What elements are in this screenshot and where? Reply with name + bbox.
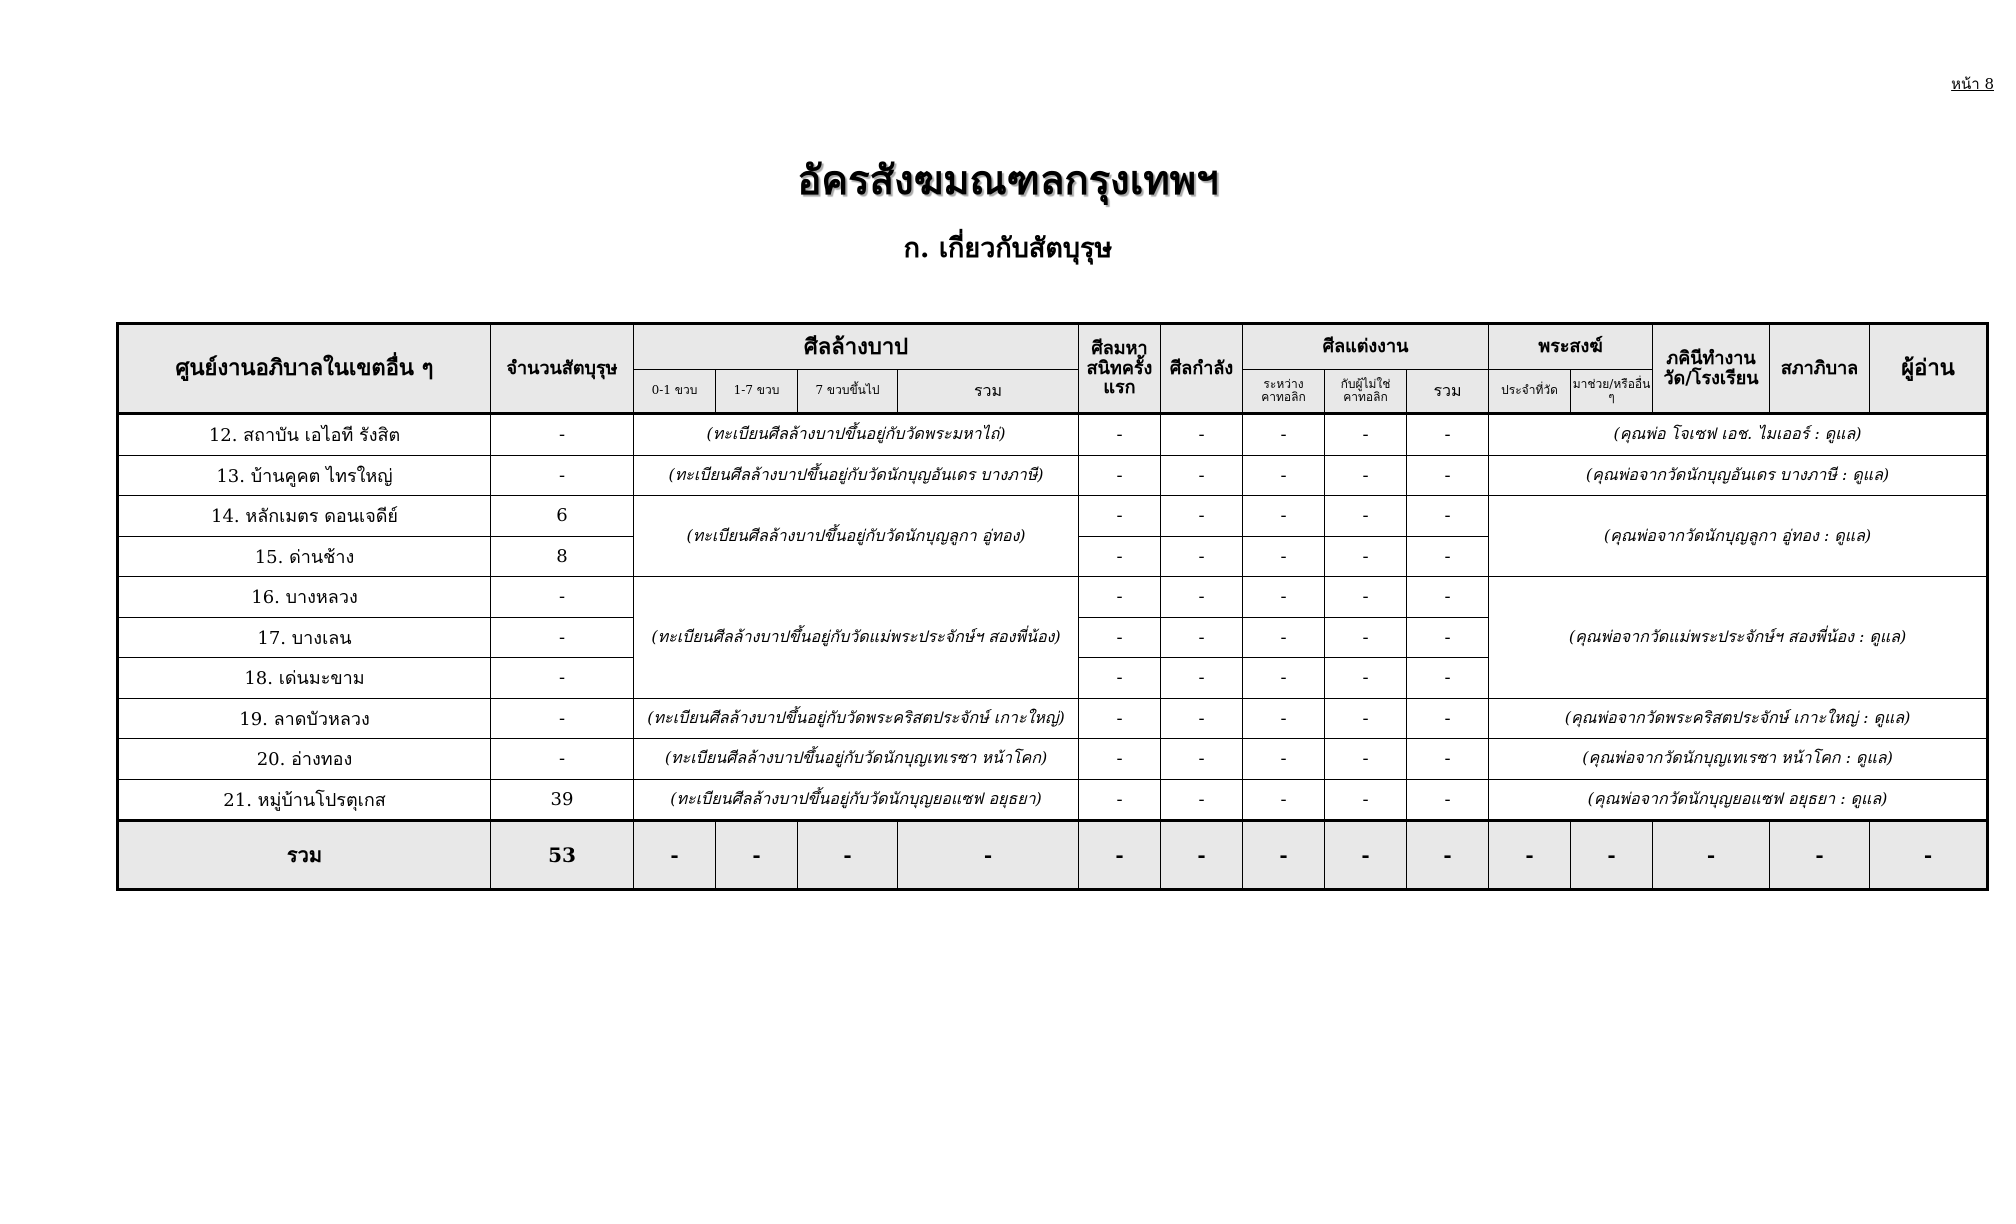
cell-value: - xyxy=(1161,779,1243,821)
cell-value: - xyxy=(1161,496,1243,537)
baptism-note: (ทะเบียนศีลล้างบาปขึ้นอยู่กับวัดพระมหาไถ่) xyxy=(634,414,1079,456)
row-count: 6 xyxy=(491,496,634,537)
header-readers: ผู้อ่าน xyxy=(1870,324,1988,414)
header-sisters: ภคินีทำงานวัด/โรงเรียน xyxy=(1653,324,1770,414)
total-value: - xyxy=(1243,821,1325,890)
cell-value: - xyxy=(1079,536,1161,577)
total-value: - xyxy=(1407,821,1489,890)
total-value: - xyxy=(1870,821,1988,890)
baptism-note: (ทะเบียนศีลล้างบาปขึ้นอยู่กับวัดนักบุญเทเรซา หน้าโคก) xyxy=(634,739,1079,780)
row-name: 12. สถาบัน เอไอที รังสิต xyxy=(118,414,491,456)
header-baptism-total: รวม xyxy=(898,370,1079,414)
table-row xyxy=(118,698,1988,739)
baptism-note: (ทะเบียนศีลล้างบาปขึ้นอยู่กับวัดนักบุญลูกา อู่ทอง) xyxy=(634,496,1079,577)
header-priests-resident: ประจำที่วัด xyxy=(1489,370,1571,414)
header-marriage-mixed: กับผู้ไม่ใช่คาทอลิก xyxy=(1325,370,1407,414)
baptism-note: (ทะเบียนศีลล้างบาปขึ้นอยู่กับวัดนักบุญยอแซฟ อยุธยา) xyxy=(634,779,1079,821)
row-name: 17. บางเลน xyxy=(118,617,491,658)
cell-value: - xyxy=(1407,698,1489,739)
header-marriage-total: รวม xyxy=(1407,370,1489,414)
row-name: 14. หลักเมตร ดอนเจดีย์ xyxy=(118,496,491,537)
total-count: 53 xyxy=(491,821,634,890)
cell-value: - xyxy=(1079,739,1161,780)
total-row xyxy=(118,821,1988,890)
cell-value: - xyxy=(1079,414,1161,456)
cell-value: - xyxy=(1243,536,1325,577)
cell-value: - xyxy=(1243,779,1325,821)
table-row xyxy=(118,779,1988,821)
cell-value: - xyxy=(1161,658,1243,699)
cell-value: - xyxy=(1161,455,1243,496)
total-value: - xyxy=(898,821,1079,890)
header-count: จำนวนสัตบุรุษ xyxy=(491,324,634,414)
cell-value: - xyxy=(1325,739,1407,780)
row-count: - xyxy=(491,658,634,699)
total-value: - xyxy=(1489,821,1571,890)
cell-value: - xyxy=(1325,577,1407,618)
care-note: (คุณพ่อจากวัดนักบุญอันเดร บางภาษี : ดูแล) xyxy=(1489,455,1988,496)
header-priests-helper: มาช่วย/หรืออื่น ๆ xyxy=(1571,370,1653,414)
table-row xyxy=(118,496,1988,537)
row-count: - xyxy=(491,617,634,658)
cell-value: - xyxy=(1243,414,1325,456)
row-name: 20. อ่างทอง xyxy=(118,739,491,780)
cell-value: - xyxy=(1325,779,1407,821)
cell-value: - xyxy=(1243,496,1325,537)
total-value: - xyxy=(1325,821,1407,890)
cell-value: - xyxy=(1079,779,1161,821)
table-row xyxy=(118,455,1988,496)
cell-value: - xyxy=(1325,414,1407,456)
cell-value: - xyxy=(1243,658,1325,699)
total-value: - xyxy=(1161,821,1243,890)
cell-value: - xyxy=(1407,577,1489,618)
cell-value: - xyxy=(1079,617,1161,658)
cell-value: - xyxy=(1325,496,1407,537)
total-value: - xyxy=(1571,821,1653,890)
cell-value: - xyxy=(1161,617,1243,658)
cell-value: - xyxy=(1325,698,1407,739)
baptism-note: (ทะเบียนศีลล้างบาปขึ้นอยู่กับวัดแม่พระประจักษ์ฯ สองพี่น้อง) xyxy=(634,577,1079,699)
baptism-note: (ทะเบียนศีลล้างบาปขึ้นอยู่กับวัดนักบุญอันเดร บางภาษี) xyxy=(634,455,1079,496)
header-baptism-7-up: 7 ขวบขึ้นไป xyxy=(798,370,898,414)
statistics-table xyxy=(116,322,1989,891)
cell-value: - xyxy=(1161,536,1243,577)
care-note: (คุณพ่อ โจเซฟ เอช. ไมเออร์ : ดูแล) xyxy=(1489,414,1988,456)
cell-value: - xyxy=(1079,698,1161,739)
total-value: - xyxy=(798,821,898,890)
cell-value: - xyxy=(1325,617,1407,658)
cell-value: - xyxy=(1161,698,1243,739)
cell-value: - xyxy=(1243,739,1325,780)
header-confirmation: ศีลกำลัง xyxy=(1161,324,1243,414)
cell-value: - xyxy=(1325,455,1407,496)
cell-value: - xyxy=(1407,658,1489,699)
table-row xyxy=(118,414,1988,456)
row-count: - xyxy=(491,455,634,496)
cell-value: - xyxy=(1243,577,1325,618)
baptism-note: (ทะเบียนศีลล้างบาปขึ้นอยู่กับวัดพระคริสตประจักษ์ เกาะใหญ่) xyxy=(634,698,1079,739)
cell-value: - xyxy=(1161,414,1243,456)
cell-value: - xyxy=(1161,577,1243,618)
header-baptism-0-1: 0-1 ขวบ xyxy=(634,370,716,414)
row-count: 39 xyxy=(491,779,634,821)
care-note: (คุณพ่อจากวัดนักบุญเทเรซา หน้าโคก : ดูแล) xyxy=(1489,739,1988,780)
cell-value: - xyxy=(1325,536,1407,577)
cell-value: - xyxy=(1407,739,1489,780)
table-row xyxy=(118,739,1988,780)
header-priests: พระสงฆ์ xyxy=(1489,324,1653,370)
header-baptism-1-7: 1-7 ขวบ xyxy=(716,370,798,414)
row-count: - xyxy=(491,698,634,739)
cell-value: - xyxy=(1161,739,1243,780)
row-name: 18. เด่นมะขาม xyxy=(118,658,491,699)
header-marriage: ศีลแต่งงาน xyxy=(1243,324,1489,370)
total-value: - xyxy=(634,821,716,890)
page-title: อัครสังฆมณฑลกรุงเทพฯ xyxy=(797,157,1219,204)
cell-value: - xyxy=(1407,617,1489,658)
care-note: (คุณพ่อจากวัดนักบุญยอแซฟ อยุธยา : ดูแล) xyxy=(1489,779,1988,821)
total-value: - xyxy=(1079,821,1161,890)
page-subtitle: ก. เกี่ยวกับสัตบุรุษ xyxy=(903,233,1113,264)
care-note: (คุณพ่อจากวัดแม่พระประจักษ์ฯ สองพี่น้อง : ดูแล) xyxy=(1489,577,1988,699)
header-marriage-catholic: ระหว่างคาทอลิก xyxy=(1243,370,1325,414)
cell-value: - xyxy=(1407,779,1489,821)
total-label: รวม xyxy=(118,821,491,890)
row-name: 19. ลาดบัวหลวง xyxy=(118,698,491,739)
header-communion: ศีลมหาสนิทครั้งแรก xyxy=(1079,324,1161,414)
row-count: - xyxy=(491,414,634,456)
header-baptism: ศีลล้างบาป xyxy=(634,324,1079,370)
cell-value: - xyxy=(1243,617,1325,658)
row-count: - xyxy=(491,739,634,780)
cell-value: - xyxy=(1407,496,1489,537)
table-row xyxy=(118,577,1988,618)
total-value: - xyxy=(1653,821,1770,890)
row-name: 15. ด่านช้าง xyxy=(118,536,491,577)
row-count: 8 xyxy=(491,536,634,577)
header-council: สภาภิบาล xyxy=(1770,324,1870,414)
total-value: - xyxy=(1770,821,1870,890)
cell-value: - xyxy=(1243,698,1325,739)
cell-value: - xyxy=(1407,455,1489,496)
cell-value: - xyxy=(1079,577,1161,618)
cell-value: - xyxy=(1079,496,1161,537)
row-count: - xyxy=(491,577,634,618)
care-note: (คุณพ่อจากวัดนักบุญลูกา อู่ทอง : ดูแล) xyxy=(1489,496,1988,577)
total-value: - xyxy=(716,821,798,890)
row-name: 13. บ้านคูคต ไทรใหญ่ xyxy=(118,455,491,496)
care-note: (คุณพ่อจากวัดพระคริสตประจักษ์ เกาะใหญ่ : ดูแล) xyxy=(1489,698,1988,739)
header-center: ศูนย์งานอภิบาลในเขตอื่น ๆ xyxy=(118,324,491,414)
cell-value: - xyxy=(1407,414,1489,456)
row-name: 16. บางหลวง xyxy=(118,577,491,618)
cell-value: - xyxy=(1079,455,1161,496)
page-number: หน้า 8 xyxy=(1951,75,1994,93)
row-name: 21. หมู่บ้านโปรตุเกส xyxy=(118,779,491,821)
cell-value: - xyxy=(1079,658,1161,699)
cell-value: - xyxy=(1407,536,1489,577)
cell-value: - xyxy=(1325,658,1407,699)
cell-value: - xyxy=(1243,455,1325,496)
